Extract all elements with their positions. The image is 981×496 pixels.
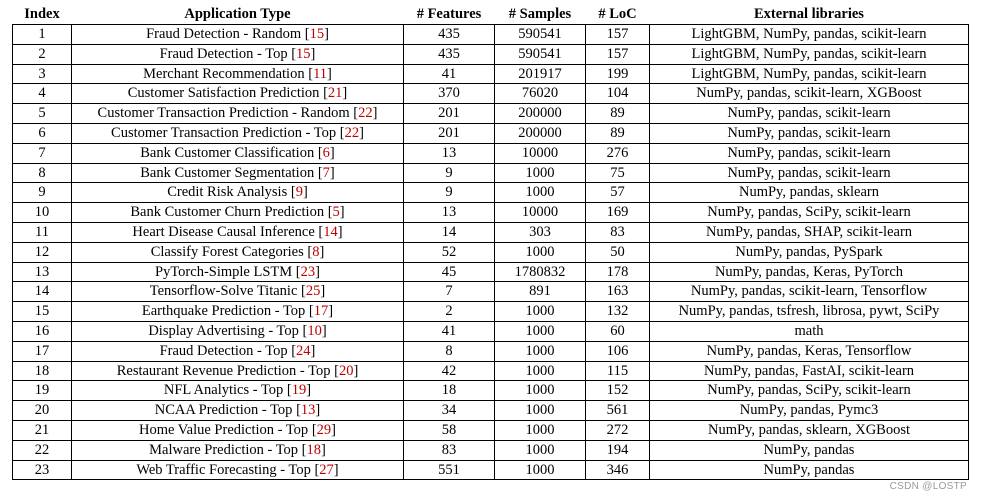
table-row (13, 321, 969, 341)
cell-external-libraries: NumPy, pandas, scikit-learn (650, 104, 969, 124)
cell-external-libraries: NumPy, pandas, SciPy, scikit-learn (650, 381, 969, 401)
cell-application-type (72, 282, 404, 302)
citation-close-bracket: ] (342, 85, 348, 102)
cell-external-libraries: NumPy, pandas, sklearn, XGBoost (650, 420, 969, 440)
cell-features: 58 (404, 420, 495, 440)
cell-external-libraries: NumPy, pandas, FastAI, scikit-learn (650, 361, 969, 381)
cell-features: 2 (404, 302, 495, 322)
table-row (13, 460, 969, 480)
cell-external-libraries: NumPy, pandas, tsfresh, librosa, pywt, SciPy (650, 302, 969, 322)
citation-link[interactable]: 22 (344, 125, 360, 142)
table-row (13, 203, 969, 223)
citation-link[interactable]: 27 (319, 461, 334, 478)
cell-external-libraries: NumPy, pandas, scikit-learn (650, 143, 969, 163)
citation-link[interactable]: 29 (316, 422, 332, 439)
citation-open-bracket: [ (308, 422, 317, 439)
citation-close-bracket: ] (359, 125, 364, 142)
cell-application-type (72, 123, 404, 143)
cell-samples: 200000 (495, 104, 586, 124)
table-row (13, 420, 969, 440)
cell-index: 23 (13, 460, 72, 480)
cell-application-type (72, 361, 404, 381)
cell-application-type (72, 163, 404, 183)
cell-index: 5 (13, 104, 72, 124)
application-name: NFL Analytics - Top (163, 382, 284, 399)
application-name: Home Value Prediction - Top (138, 422, 309, 439)
cell-loc: 157 (586, 25, 650, 45)
cell-samples: 1000 (495, 302, 586, 322)
application-name: Display Advertising - Top (148, 323, 299, 340)
citation-open-bracket: [ (287, 184, 296, 201)
cell-application-type (72, 302, 404, 322)
application-name: Fraud Detection - Random (146, 26, 302, 43)
citation-open-bracket: [ (292, 263, 301, 280)
cell-application-type (72, 401, 404, 421)
citation-open-bracket: [ (314, 144, 323, 161)
cell-application-type (72, 262, 404, 282)
table-body (13, 25, 969, 480)
application-name: Fraud Detection - Top (159, 342, 288, 359)
citation-open-bracket: [ (305, 303, 314, 320)
citation-link[interactable]: 20 (338, 362, 354, 379)
cell-application-type (72, 321, 404, 341)
table-row (13, 222, 969, 242)
citation-open-bracket: [ (324, 204, 333, 221)
table-row (13, 282, 969, 302)
cell-loc: 194 (586, 440, 650, 460)
cell-application-type (72, 242, 404, 262)
table-row (13, 25, 969, 45)
cell-loc: 157 (586, 44, 650, 64)
citation-link[interactable]: 18 (306, 441, 322, 458)
cell-loc: 89 (586, 123, 650, 143)
cell-samples: 1000 (495, 401, 586, 421)
citation-close-bracket: ] (321, 441, 326, 458)
cell-features: 41 (404, 64, 495, 84)
citation-link[interactable]: 14 (323, 224, 338, 241)
cell-index: 8 (13, 163, 72, 183)
citation-open-bracket: [ (298, 323, 308, 340)
citation-open-bracket: [ (287, 342, 297, 359)
table-row (13, 44, 969, 64)
citation-link[interactable]: 22 (358, 105, 373, 122)
citation-close-bracket: ] (328, 303, 334, 320)
cell-features: 9 (404, 163, 495, 183)
cell-features: 52 (404, 242, 495, 262)
citation-close-bracket: ] (324, 26, 329, 43)
cell-loc: 57 (586, 183, 650, 203)
citation-open-bracket: [ (330, 362, 339, 379)
citation-close-bracket: ] (315, 402, 321, 419)
citation-open-bracket: [ (283, 382, 292, 399)
cell-application-type (72, 183, 404, 203)
table-row (13, 104, 969, 124)
cell-features: 551 (404, 460, 495, 480)
citation-link[interactable]: 7 (322, 164, 330, 181)
cell-index: 18 (13, 361, 72, 381)
cell-loc: 272 (586, 420, 650, 440)
cell-index: 2 (13, 44, 72, 64)
header-samples: # Samples (508, 5, 572, 22)
citation-close-bracket: ] (372, 105, 378, 122)
table-row (13, 341, 969, 361)
cell-external-libraries: NumPy, pandas, SciPy, scikit-learn (650, 203, 969, 223)
cell-application-type (72, 460, 404, 480)
cell-features: 435 (404, 25, 495, 45)
cell-features: 435 (404, 44, 495, 64)
cell-external-libraries: LightGBM, NumPy, pandas, scikit-learn (650, 64, 969, 84)
cell-loc: 276 (586, 143, 650, 163)
table-row (13, 163, 969, 183)
cell-features: 7 (404, 282, 495, 302)
cell-samples: 1780832 (495, 262, 586, 282)
table-row (13, 381, 969, 401)
citation-open-bracket: [ (297, 283, 306, 300)
table-row (13, 123, 969, 143)
application-name: Earthquake Prediction - Top (141, 303, 306, 320)
cell-samples: 590541 (495, 44, 586, 64)
application-name: NCAA Prediction - Top (154, 402, 293, 419)
citation-close-bracket: ] (331, 422, 336, 439)
cell-features: 13 (404, 143, 495, 163)
citation-close-bracket: ] (315, 263, 320, 280)
citation-link[interactable]: 15 (309, 26, 325, 43)
citation-link[interactable]: 8 (312, 243, 320, 260)
cell-application-type (72, 203, 404, 223)
citation-link[interactable]: 19 (291, 382, 307, 399)
cell-index: 9 (13, 183, 72, 203)
cell-samples: 1000 (495, 183, 586, 203)
cell-samples: 1000 (495, 440, 586, 460)
cell-index: 1 (13, 25, 72, 45)
citation-open-bracket: [ (304, 65, 314, 82)
citation-link[interactable]: 6 (322, 144, 330, 161)
cell-samples: 10000 (495, 203, 586, 223)
cell-external-libraries: NumPy, pandas, scikit-learn (650, 163, 969, 183)
applications-table (12, 4, 969, 480)
cell-application-type (72, 25, 404, 45)
citation-open-bracket: [ (298, 441, 307, 458)
cell-samples: 1000 (495, 341, 586, 361)
application-name: Customer Transaction Prediction - Random (97, 105, 350, 122)
citation-link[interactable]: 15 (296, 45, 311, 62)
table-row (13, 302, 969, 322)
citation-open-bracket: [ (292, 402, 301, 419)
cell-index: 7 (13, 143, 72, 163)
citation-close-bracket: ] (339, 204, 345, 221)
application-name: Bank Customer Churn Prediction (130, 204, 325, 221)
cell-features: 370 (404, 84, 495, 104)
cell-index: 19 (13, 381, 72, 401)
cell-external-libraries: NumPy, pandas, scikit-learn (650, 123, 969, 143)
table-row (13, 84, 969, 104)
cell-samples: 1000 (495, 381, 586, 401)
cell-external-libraries: NumPy, pandas, Keras, Tensorflow (650, 341, 969, 361)
cell-external-libraries: LightGBM, NumPy, pandas, scikit-learn (650, 44, 969, 64)
cell-loc: 178 (586, 262, 650, 282)
cell-features: 201 (404, 104, 495, 124)
cell-external-libraries: NumPy, pandas, SHAP, scikit-learn (650, 222, 969, 242)
cell-external-libraries: LightGBM, NumPy, pandas, scikit-learn (650, 25, 969, 45)
application-name: Heart Disease Causal Inference (132, 224, 315, 241)
cell-index: 4 (13, 84, 72, 104)
cell-loc: 75 (586, 163, 650, 183)
table-row (13, 183, 969, 203)
application-name: Classify Forest Categories (150, 243, 304, 260)
application-name: Malware Prediction - Top (149, 441, 299, 458)
cell-application-type (72, 64, 404, 84)
cell-samples: 1000 (495, 242, 586, 262)
table-row (13, 242, 969, 262)
cell-external-libraries: NumPy, pandas, Pymc3 (650, 401, 969, 421)
cell-loc: 561 (586, 401, 650, 421)
citation-link[interactable]: 5 (332, 204, 340, 221)
cell-samples: 1000 (495, 321, 586, 341)
cell-loc: 106 (586, 341, 650, 361)
citation-open-bracket: [ (319, 85, 328, 102)
cell-external-libraries: NumPy, pandas, scikit-learn, Tensorflow (650, 282, 969, 302)
cell-index: 17 (13, 341, 72, 361)
cell-samples: 200000 (495, 123, 586, 143)
cell-application-type (72, 84, 404, 104)
cell-loc: 132 (586, 302, 650, 322)
watermark: CSDN @LOSTP (889, 481, 967, 492)
citation-close-bracket: ] (333, 461, 339, 478)
citation-link[interactable]: 23 (300, 263, 316, 280)
cell-application-type (72, 341, 404, 361)
citation-open-bracket: [ (303, 243, 313, 260)
cell-index: 16 (13, 321, 72, 341)
cell-loc: 50 (586, 242, 650, 262)
citation-close-bracket: ] (302, 184, 308, 201)
application-name: Tensorflow-Solve Titanic (149, 283, 298, 300)
header-application-type: Application Type (184, 5, 291, 22)
application-name: Web Traffic Forecasting - Top (136, 461, 311, 478)
cell-application-type (72, 44, 404, 64)
cell-external-libraries: NumPy, pandas (650, 440, 969, 460)
table-row (13, 440, 969, 460)
cell-index: 13 (13, 262, 72, 282)
citation-link[interactable]: 17 (313, 303, 329, 320)
citation-link[interactable]: 11 (313, 65, 328, 82)
table-row (13, 143, 969, 163)
application-name: Merchant Recommendation (143, 65, 305, 82)
cell-samples: 76020 (495, 84, 586, 104)
cell-index: 12 (13, 242, 72, 262)
cell-index: 11 (13, 222, 72, 242)
cell-samples: 201917 (495, 64, 586, 84)
cell-loc: 60 (586, 321, 650, 341)
cell-loc: 199 (586, 64, 650, 84)
application-name: Fraud Detection - Top (159, 45, 288, 62)
cell-application-type (72, 420, 404, 440)
cell-features: 41 (404, 321, 495, 341)
cell-index: 10 (13, 203, 72, 223)
cell-features: 9 (404, 183, 495, 203)
cell-application-type (72, 222, 404, 242)
citation-close-bracket: ] (329, 164, 335, 181)
cell-samples: 1000 (495, 163, 586, 183)
cell-features: 13 (404, 203, 495, 223)
cell-external-libraries: NumPy, pandas, scikit-learn, XGBoost (650, 84, 969, 104)
cell-features: 8 (404, 341, 495, 361)
cell-samples: 590541 (495, 25, 586, 45)
header-external-libraries: External libraries (754, 5, 864, 22)
citation-close-bracket: ] (353, 362, 359, 379)
citation-link[interactable]: 21 (327, 85, 343, 102)
cell-application-type (72, 381, 404, 401)
citation-close-bracket: ] (310, 342, 316, 359)
citation-close-bracket: ] (329, 144, 335, 161)
cell-features: 14 (404, 222, 495, 242)
citation-link[interactable]: 25 (305, 283, 321, 300)
cell-index: 3 (13, 64, 72, 84)
cell-index: 21 (13, 420, 72, 440)
cell-features: 83 (404, 440, 495, 460)
cell-index: 14 (13, 282, 72, 302)
application-name: Bank Customer Segmentation (140, 164, 315, 181)
cell-features: 42 (404, 361, 495, 381)
cell-loc: 169 (586, 203, 650, 223)
cell-features: 34 (404, 401, 495, 421)
citation-open-bracket: [ (301, 26, 310, 43)
cell-index: 20 (13, 401, 72, 421)
application-name: Credit Risk Analysis (167, 184, 288, 201)
citation-close-bracket: ] (321, 323, 327, 340)
cell-application-type (72, 104, 404, 124)
table-header (13, 4, 969, 25)
cell-features: 45 (404, 262, 495, 282)
citation-open-bracket: [ (349, 105, 359, 122)
citation-open-bracket: [ (314, 164, 323, 181)
citation-close-bracket: ] (319, 243, 325, 260)
citation-close-bracket: ] (306, 382, 312, 399)
header-index: Index (24, 5, 60, 22)
application-name: Customer Satisfaction Prediction (127, 85, 320, 102)
citation-link[interactable]: 10 (307, 323, 322, 340)
cell-external-libraries: NumPy, pandas, PySpark (650, 242, 969, 262)
cell-loc: 83 (586, 222, 650, 242)
cell-loc: 104 (586, 84, 650, 104)
citation-close-bracket: ] (310, 45, 316, 62)
citation-link[interactable]: 13 (300, 402, 316, 419)
cell-loc: 89 (586, 104, 650, 124)
cell-samples: 1000 (495, 460, 586, 480)
application-name: PyTorch-Simple LSTM (155, 263, 293, 280)
citation-close-bracket: ] (320, 283, 326, 300)
cell-index: 6 (13, 123, 72, 143)
table-row (13, 262, 969, 282)
cell-features: 18 (404, 381, 495, 401)
cell-index: 22 (13, 440, 72, 460)
cell-loc: 115 (586, 361, 650, 381)
citation-close-bracket: ] (337, 224, 343, 241)
table-row (13, 361, 969, 381)
table-row (13, 401, 969, 421)
header-features: # Features (416, 5, 482, 22)
cell-external-libraries: NumPy, pandas (650, 460, 969, 480)
citation-close-bracket: ] (327, 65, 332, 82)
cell-samples: 1000 (495, 361, 586, 381)
cell-samples: 1000 (495, 420, 586, 440)
cell-external-libraries: NumPy, pandas, Keras, PyTorch (650, 262, 969, 282)
cell-samples: 303 (495, 222, 586, 242)
citation-open-bracket: [ (287, 45, 297, 62)
cell-application-type (72, 143, 404, 163)
cell-loc: 152 (586, 381, 650, 401)
cell-features: 201 (404, 123, 495, 143)
citation-link[interactable]: 24 (296, 342, 311, 359)
cell-loc: 346 (586, 460, 650, 480)
citation-open-bracket: [ (310, 461, 320, 478)
application-name: Restaurant Revenue Prediction - Top (116, 362, 331, 379)
cell-samples: 891 (495, 282, 586, 302)
cell-external-libraries: NumPy, pandas, sklearn (650, 183, 969, 203)
cell-external-libraries: math (650, 321, 969, 341)
citation-open-bracket: [ (336, 125, 345, 142)
table-row (13, 64, 969, 84)
cell-samples: 10000 (495, 143, 586, 163)
citation-link[interactable]: 9 (295, 184, 303, 201)
application-name: Bank Customer Classification (140, 144, 315, 161)
cell-loc: 163 (586, 282, 650, 302)
cell-index: 15 (13, 302, 72, 322)
header-loc: # LoC (598, 5, 637, 22)
application-name: Customer Transaction Prediction - Top (111, 125, 337, 142)
header-row (13, 4, 969, 25)
citation-open-bracket: [ (314, 224, 324, 241)
cell-application-type (72, 440, 404, 460)
